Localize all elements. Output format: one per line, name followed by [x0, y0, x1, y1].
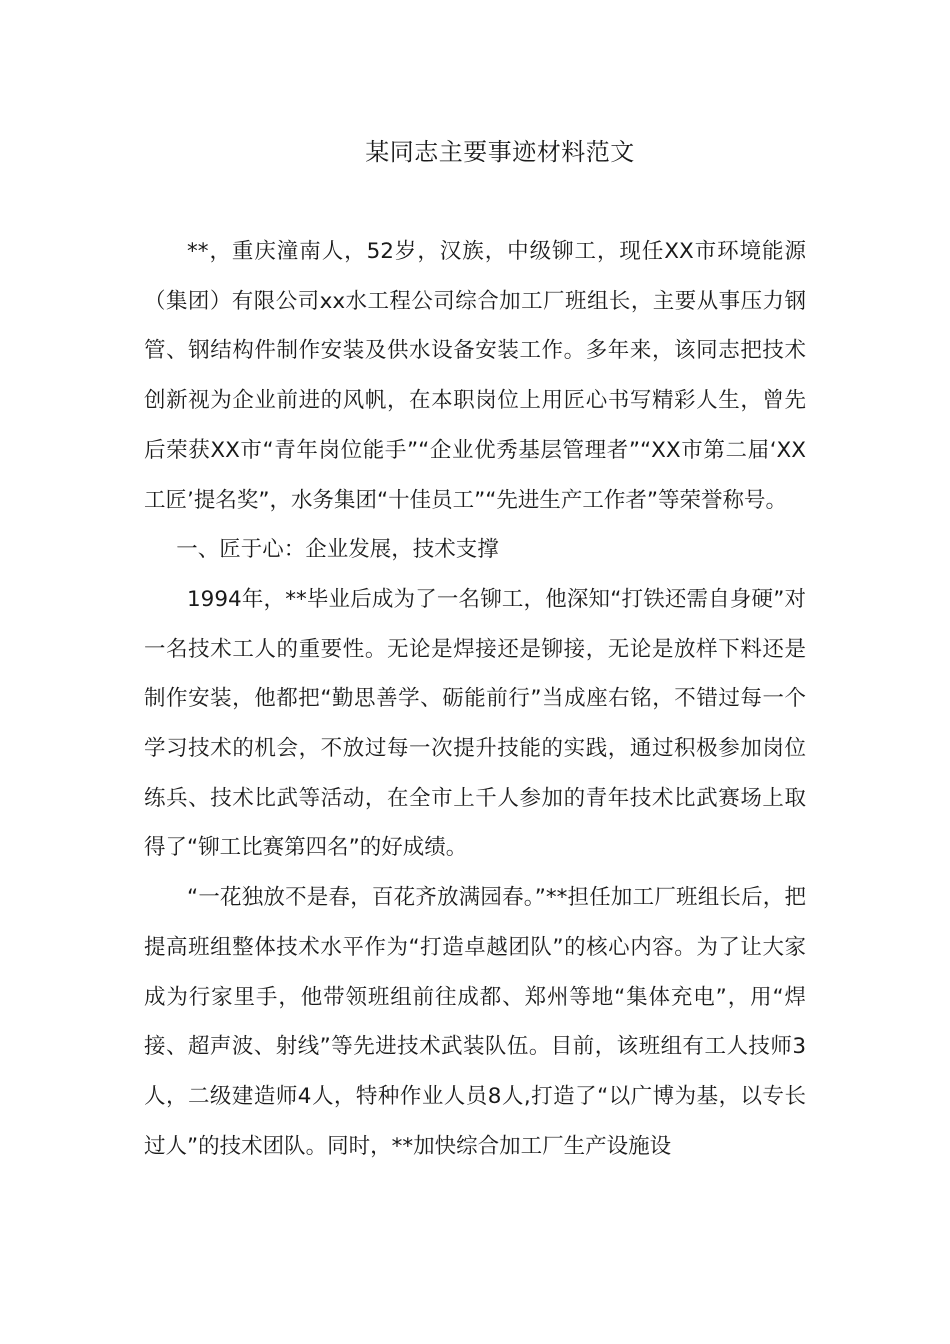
document-title: 某同志主要事迹材料范文: [365, 138, 635, 166]
section-heading: 一、匠于心：企业发展，技术支撑: [176, 537, 499, 563]
body-paragraph: 1994年，**毕业后成为了一名铆工，他深知“打铁还需自身硬”对一名技术工人的重要性。无论是焊接还是铆接，无论是放样下料还是制作安装，他都把“勤思善学、砺能前行”当成座右铭，不错过每一个学习技术的机会，不放过每一次提升技能的实践，通过积极参加岗位练兵、技术比武等活动，在全市上千人参加的青年技术比武赛场上取得了“铆工比赛第四名”的好成绩。: [144, 586, 806, 861]
intro-paragraph: **，重庆潼南人，52岁，汉族，中级铆工，现任XX市环境能源（集团）有限公司xx水工程公司综合加工厂班组长，主要从事压力钢管、钢结构件制作安装及供水设备安装工作。多年来，该同志把技术创新视为企业前进的风帆，在本职岗位上用匠心书写精彩人生，曾先后荣获XX市“青年岗位能手”“企业优秀基层管理者”“XX市第二届‘XX工匠’提名奖”，水务集团“十佳员工”“先进生产工作者”等荣誉称号。: [144, 239, 806, 513]
body-paragraph: “一花独放不是春，百花齐放满园春。”**担任加工厂班组长后，把提高班组整体技术水平作为“打造卓越团队”的核心内容。为了让大家成为行家里手，他带领班组前往成都、郑州等地“集体充电”，用“焊接、超声波、射线”等先进技术武装队伍。目前，该班组有工人技师3人，二级建造师4人，特种作业人员8人,打造了“以广博为基，以专长过人”的技术团队。同时，**加快综合加工厂生产设施设: [144, 885, 806, 1159]
document-body: [144, 227, 806, 1171]
